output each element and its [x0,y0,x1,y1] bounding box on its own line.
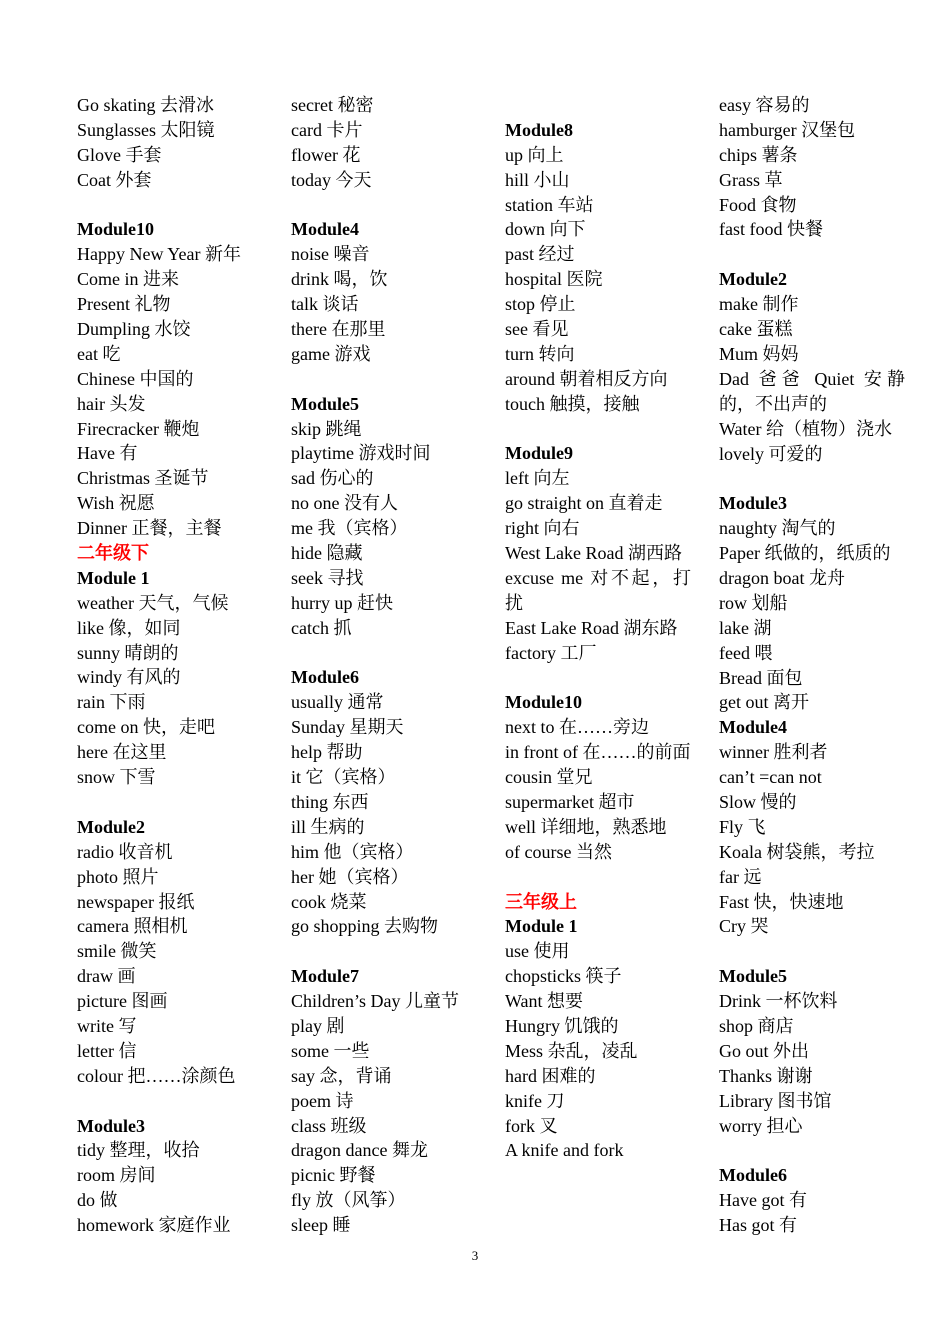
vocab-entry: Grass 草 [719,169,783,190]
vocab-entry: Happy New Year 新年 [77,244,241,265]
module-heading: Module10 [505,692,583,713]
vocab-entry: come on 快，走吧 [77,717,215,738]
vocab-entry: down 向下 [505,219,586,240]
vocab-entry: ill 生病的 [291,816,365,837]
blank-line [719,242,905,267]
vocab-entry: flower 花 [291,144,361,165]
vocab-entry: Christmas 圣诞节 [77,468,209,489]
vocab-entry: weather 天气，气候 [77,592,229,613]
vocab-entry: play 剧 [291,1015,345,1036]
vocab-entry: Hungry 饥饿的 [505,1016,619,1037]
vocab-entry: Thanks 谢谢 [719,1065,813,1086]
vocab-entry: Want 想要 [505,991,584,1012]
vocab-entry: seek 寻找 [291,567,364,588]
vocab-entry: can’t =can not [719,767,822,788]
vocab-entry: rain 下雨 [77,692,146,713]
vocab-entry: cook 烧菜 [291,891,367,912]
vocab-entry: hill 小山 [505,169,570,190]
vocab-entry: around 朝着相反方向 [505,368,668,389]
vocab-entry: Go skating 去滑冰 [77,95,214,115]
vocab-entry: up 向上 [505,144,564,165]
module-heading: Module7 [291,966,360,987]
vocab-entry: camera 照相机 [77,916,188,937]
blank-line [291,193,477,218]
vocab-entry: Come in 进来 [77,269,179,290]
vocab-entry: sad 伤心的 [291,468,374,489]
blank-line [291,641,477,666]
vocab-entry: eat 吃 [77,343,121,364]
vocab-entry: cousin 堂兄 [505,767,593,788]
vocab-entry: colour 把……涂颜色 [77,1065,236,1086]
vocab-entry: Dumpling 水饺 [77,319,191,340]
vocab-entry: Have got 有 [719,1190,807,1211]
vocab-entry: in front of 在……的前面 [505,742,691,763]
vocab-entry: radio 收音机 [77,841,173,862]
module-heading: Module4 [719,717,788,738]
vocab-entry: Slow 慢的 [719,791,797,812]
vocab-entry: class 班级 [291,1115,367,1136]
vocab-entry: Have 有 [77,443,138,464]
vocab-entry: playtime 游戏时间 [291,443,431,464]
vocab-entry: room 房间 [77,1165,156,1186]
vocab-entry: station 车站 [505,194,594,215]
vocab-entry: hard 困难的 [505,1065,596,1086]
vocab-entry: Sunglasses 太阳镜 [77,119,215,140]
vocab-entry: Coat 外套 [77,169,152,190]
vocab-entry: me 我（宾格） [291,518,408,539]
vocab-entry: go straight on 直着走 [505,493,663,514]
vocab-entry: fly 放（风筝） [291,1190,406,1211]
module-heading: Module2 [77,816,146,837]
vocab-entry: cake 蛋糕 [719,319,793,340]
vocab-entry: right 向右 [505,518,580,539]
vocab-entry: dragon dance 舞龙 [291,1140,428,1161]
vocab-entry: Library 图书馆 [719,1090,832,1111]
vocab-entry: Go out 外出 [719,1040,809,1061]
vocab-entry: Dad 爸爸 Quiet 安静的，不出声的 [719,368,905,414]
vocab-entry: well 详细地，熟悉地 [505,816,667,837]
blank-line [291,367,477,392]
vocab-entry: picture 图画 [77,991,168,1012]
vocab-entry: like 像，如同 [77,617,181,638]
vocab-entry: row 划船 [719,592,788,613]
vocab-entry: lake 湖 [719,617,772,638]
vocab-entry: Wish 祝愿 [77,493,155,514]
vocab-entry: Koala 树袋熊，考拉 [719,841,875,862]
vocab-entry: go shopping 去购物 [291,916,439,937]
vocab-entry: usually 通常 [291,692,384,713]
blank-line [719,1138,905,1163]
vocab-entry: secret 秘密 [291,95,374,115]
grade-heading: 二年级下 [77,543,149,564]
vocab-entry: touch 触摸，接触 [505,393,640,414]
vocab-entry: help 帮助 [291,742,363,763]
vocab-entry: windy 有风的 [77,667,181,688]
vocab-entry: it 它（宾格） [291,767,396,788]
vocab-entry: Cry 哭 [719,916,769,937]
vocab-entry: tidy 整理，收拾 [77,1140,200,1161]
vocab-entry: skip 跳绳 [291,418,362,439]
vocab-entry: hurry up 赶快 [291,592,393,613]
vocab-entry: use 使用 [505,941,570,962]
vocab-entry: fast food 快餐 [719,219,823,240]
module-heading: Module5 [719,966,788,987]
blank-line [77,1089,263,1114]
module-heading: Module2 [719,269,788,290]
vocab-entry: newspaper 报纸 [77,891,195,912]
vocab-entry: Water 给（植物）浇水 [719,418,893,439]
blank-line [291,939,477,964]
vocab-entry: far 远 [719,866,762,887]
grade-heading: 三年级上 [505,891,577,912]
vocab-entry: do 做 [77,1190,118,1211]
blank-line [505,865,691,890]
module-heading: Module6 [719,1165,788,1186]
vocab-entry: Chinese 中国的 [77,368,194,389]
module-heading: Module4 [291,219,360,240]
module-heading: Module3 [719,493,788,514]
vocab-entry: poem 诗 [291,1090,354,1111]
vocab-entry: Glove 手套 [77,144,162,165]
vocab-column-1 [77,93,263,1238]
vocab-entry: homework 家庭作业 [77,1215,231,1236]
vocab-entry: turn 转向 [505,343,575,364]
vocab-entry: card 卡片 [291,119,363,140]
vocab-entry: Drink 一杯饮料 [719,991,838,1012]
module-heading: Module 1 [77,567,150,588]
vocab-entry: Mum 妈妈 [719,343,799,364]
vocab-entry: drink 喝，饮 [291,269,388,290]
vocab-entry: Children’s Day 儿童节 [291,991,459,1012]
vocab-entry: Has got 有 [719,1215,797,1236]
vocab-entry: photo 照片 [77,866,159,887]
vocab-entry: West Lake Road 湖西路 [505,543,683,564]
vocab-entry: left 向左 [505,468,570,489]
blank-line [505,417,691,442]
blank-line [77,193,263,218]
vocab-entry: winner 胜利者 [719,742,828,763]
vocab-entry: naughty 淘气的 [719,518,836,539]
vocab-entry: Mess 杂乱，凌乱 [505,1040,638,1061]
vocab-entry: supermarket 超市 [505,792,635,813]
vocab-entry: Fly 飞 [719,816,766,837]
vocab-entry: sunny 晴朗的 [77,642,179,663]
vocab-entry: Paper 纸做的，纸质的 [719,543,891,564]
vocab-entry: worry 担心 [719,1115,803,1136]
module-heading: Module3 [77,1115,146,1136]
vocab-entry: knife 刀 [505,1090,565,1111]
module-heading: Module10 [77,219,155,240]
vocab-entry: lovely 可爱的 [719,443,823,464]
module-heading: Module8 [505,119,574,140]
vocab-entry: Bread 面包 [719,667,803,688]
vocab-entry: say 念，背诵 [291,1065,392,1086]
vocab-entry: there 在那里 [291,319,386,340]
vocab-entry: next to 在……旁边 [505,717,649,738]
vocab-column-2 [291,93,477,1238]
vocab-entry: chips 薯条 [719,144,798,165]
vocab-entry: game 游戏 [291,343,371,364]
vocab-entry: today 今天 [291,169,372,190]
vocab-entry: picnic 野餐 [291,1165,376,1186]
vocab-entry: East Lake Road 湖东路 [505,617,678,638]
vocab-entry: him 他（宾格） [291,841,414,862]
vocab-entry: see 看见 [505,319,569,340]
vocab-entry: shop 商店 [719,1015,794,1036]
vocab-entry: Fast 快，快速地 [719,891,844,912]
vocab-entry: noise 噪音 [291,244,370,265]
vocab-entry: hamburger 汉堡包 [719,119,856,140]
vocab-entry: make 制作 [719,294,799,315]
vocab-entry: thing 东西 [291,791,369,812]
vocab-entry: smile 微笑 [77,941,157,962]
blank-line [505,666,691,691]
vocab-entry: fork 叉 [505,1115,558,1136]
blank-line [719,939,905,964]
vocab-entry: Food 食物 [719,194,797,215]
vocab-entry: hospital 医院 [505,269,603,290]
page-number: 3 [471,1248,479,1263]
vocab-column-3 [505,93,691,1163]
vocab-entry: some 一些 [291,1040,370,1061]
vocab-entry: factory 工厂 [505,642,597,663]
vocab-entry: snow 下雪 [77,767,156,788]
vocab-entry: Present 礼物 [77,294,171,315]
vocab-entry: talk 谈话 [291,294,359,315]
vocab-entry: easy 容易的 [719,95,810,115]
vocab-entry: feed 喂 [719,642,773,663]
vocab-entry: letter 信 [77,1040,137,1061]
vocab-entry: Dinner 正餐，主餐 [77,518,222,539]
module-heading: Module 1 [505,916,578,937]
vocab-entry: chopsticks 筷子 [505,966,622,987]
vocab-entry: write 写 [77,1015,137,1036]
vocab-entry: her 她（宾格） [291,866,409,887]
vocab-entry: here 在这里 [77,742,167,763]
vocab-entry: sleep 睡 [291,1215,351,1236]
vocab-entry: dragon boat 龙舟 [719,567,845,588]
module-heading: Module6 [291,667,360,688]
vocab-entry: Sunday 星期天 [291,717,404,738]
vocab-entry: catch 抓 [291,617,352,638]
vocab-entry: get out 离开 [719,692,809,713]
vocab-entry: stop 停止 [505,294,576,315]
vocab-column-4 [719,93,905,1238]
vocab-entry: hide 隐藏 [291,543,363,564]
blank-line [505,93,691,118]
vocab-entry: A knife and fork [505,1140,624,1161]
blank-line [719,466,905,491]
vocab-entry: Firecracker 鞭炮 [77,418,200,439]
vocab-entry: past 经过 [505,244,575,265]
module-heading: Module5 [291,393,360,414]
module-heading: Module9 [505,443,574,464]
vocab-entry: of course 当然 [505,841,612,862]
vocab-entry: excuse me 对不起，打扰 [505,567,691,613]
vocab-entry: hair 头发 [77,393,146,414]
vocab-entry: draw 画 [77,966,136,987]
blank-line [77,790,263,815]
vocab-entry: no one 没有人 [291,493,398,514]
